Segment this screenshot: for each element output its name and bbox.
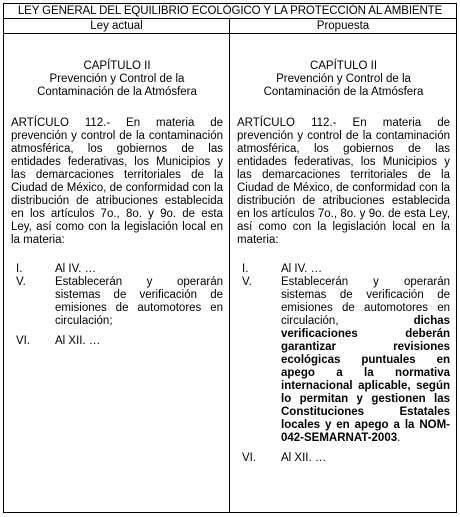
column-header-current-law: Ley actual bbox=[4, 19, 230, 34]
chapter-number: CAPÍTULO II bbox=[309, 60, 378, 72]
chapter-number: CAPÍTULO II bbox=[83, 60, 151, 72]
current-law-cell bbox=[4, 34, 230, 513]
item-text: Al IV. … bbox=[55, 263, 97, 275]
table-title: LEY GENERAL DEL EQUILIBRIO ECOLÓGICO Y LA PROTECCIÓN AL AMBIENTE bbox=[4, 4, 457, 19]
list-item bbox=[237, 452, 450, 465]
item-number: VI. bbox=[242, 452, 257, 464]
chapter-title-line-2: Contaminación de la Atmósfera bbox=[263, 86, 424, 98]
chapter-title-line-2: Contaminación de la Atmósfera bbox=[37, 86, 197, 98]
column-header-proposal: Propuesta bbox=[230, 19, 457, 34]
proposal-cell bbox=[230, 34, 457, 513]
list-item bbox=[11, 276, 223, 328]
chapter-heading bbox=[237, 60, 450, 99]
item-text-end: . bbox=[397, 432, 401, 444]
chapter-title-line-1: Prevención y Control de la bbox=[276, 73, 411, 85]
article-text: ARTÍCULO 112.- En materia de prevención y control de la contaminación atmosférica, los gobiernos de las entidades federativas, los Municipios y las demarcaciones territoriales de la Ciudad de México, de conformidad con la distribución de atribuciones establecida en los artículos 7o., 8o. y 9o. de esta Ley, así como con la legislación local en la materia: bbox=[11, 117, 223, 246]
item-text bbox=[281, 276, 450, 444]
list-item bbox=[11, 335, 223, 348]
item-number: V. bbox=[242, 276, 252, 288]
list-item bbox=[11, 263, 223, 276]
item-number: V. bbox=[16, 276, 26, 288]
chapter-title-line-1: Prevención y Control de la bbox=[49, 73, 185, 85]
list-item bbox=[237, 263, 450, 276]
comparison-table bbox=[3, 3, 457, 513]
item-text-added-bold: dichas verificaciones deberán garantizar revisiones ecológicas puntuales en apego a la normativa internacional aplicable, según lo permitan y gestionen las Constituciones Estatales locales y en apego a la NOM-042-SEMARNAT-2003 bbox=[281, 315, 451, 444]
fraction-list bbox=[11, 263, 223, 348]
item-number: VI. bbox=[16, 335, 31, 347]
item-text: Establecerán y operarán sistemas de verificación de emisiones de automotores en circulación; bbox=[55, 276, 223, 327]
list-item bbox=[237, 276, 450, 445]
item-text: Al IV. … bbox=[281, 263, 323, 275]
article-text: ARTÍCULO 112.- En materia de prevención y control de la contaminación atmosférica, los gobiernos de las entidades federativas, los Municipios y las demarcaciones territoriales de la Ciudad de México, de conformidad con la distribución de atribuciones establecida en los artículos 7o., 8o. y 9o. de esta Ley, así como con la legislación local en la materia: bbox=[237, 117, 451, 246]
item-text-regular: Establecerán y operarán sistemas de verificación de emisiones de automotores en circulación, bbox=[281, 276, 451, 327]
item-number: I. bbox=[16, 263, 23, 275]
chapter-heading bbox=[11, 60, 223, 99]
item-number: I. bbox=[242, 263, 249, 275]
item-text: Al XII. … bbox=[281, 452, 327, 464]
fraction-list bbox=[237, 263, 450, 465]
item-text: Al XII. … bbox=[55, 335, 101, 347]
